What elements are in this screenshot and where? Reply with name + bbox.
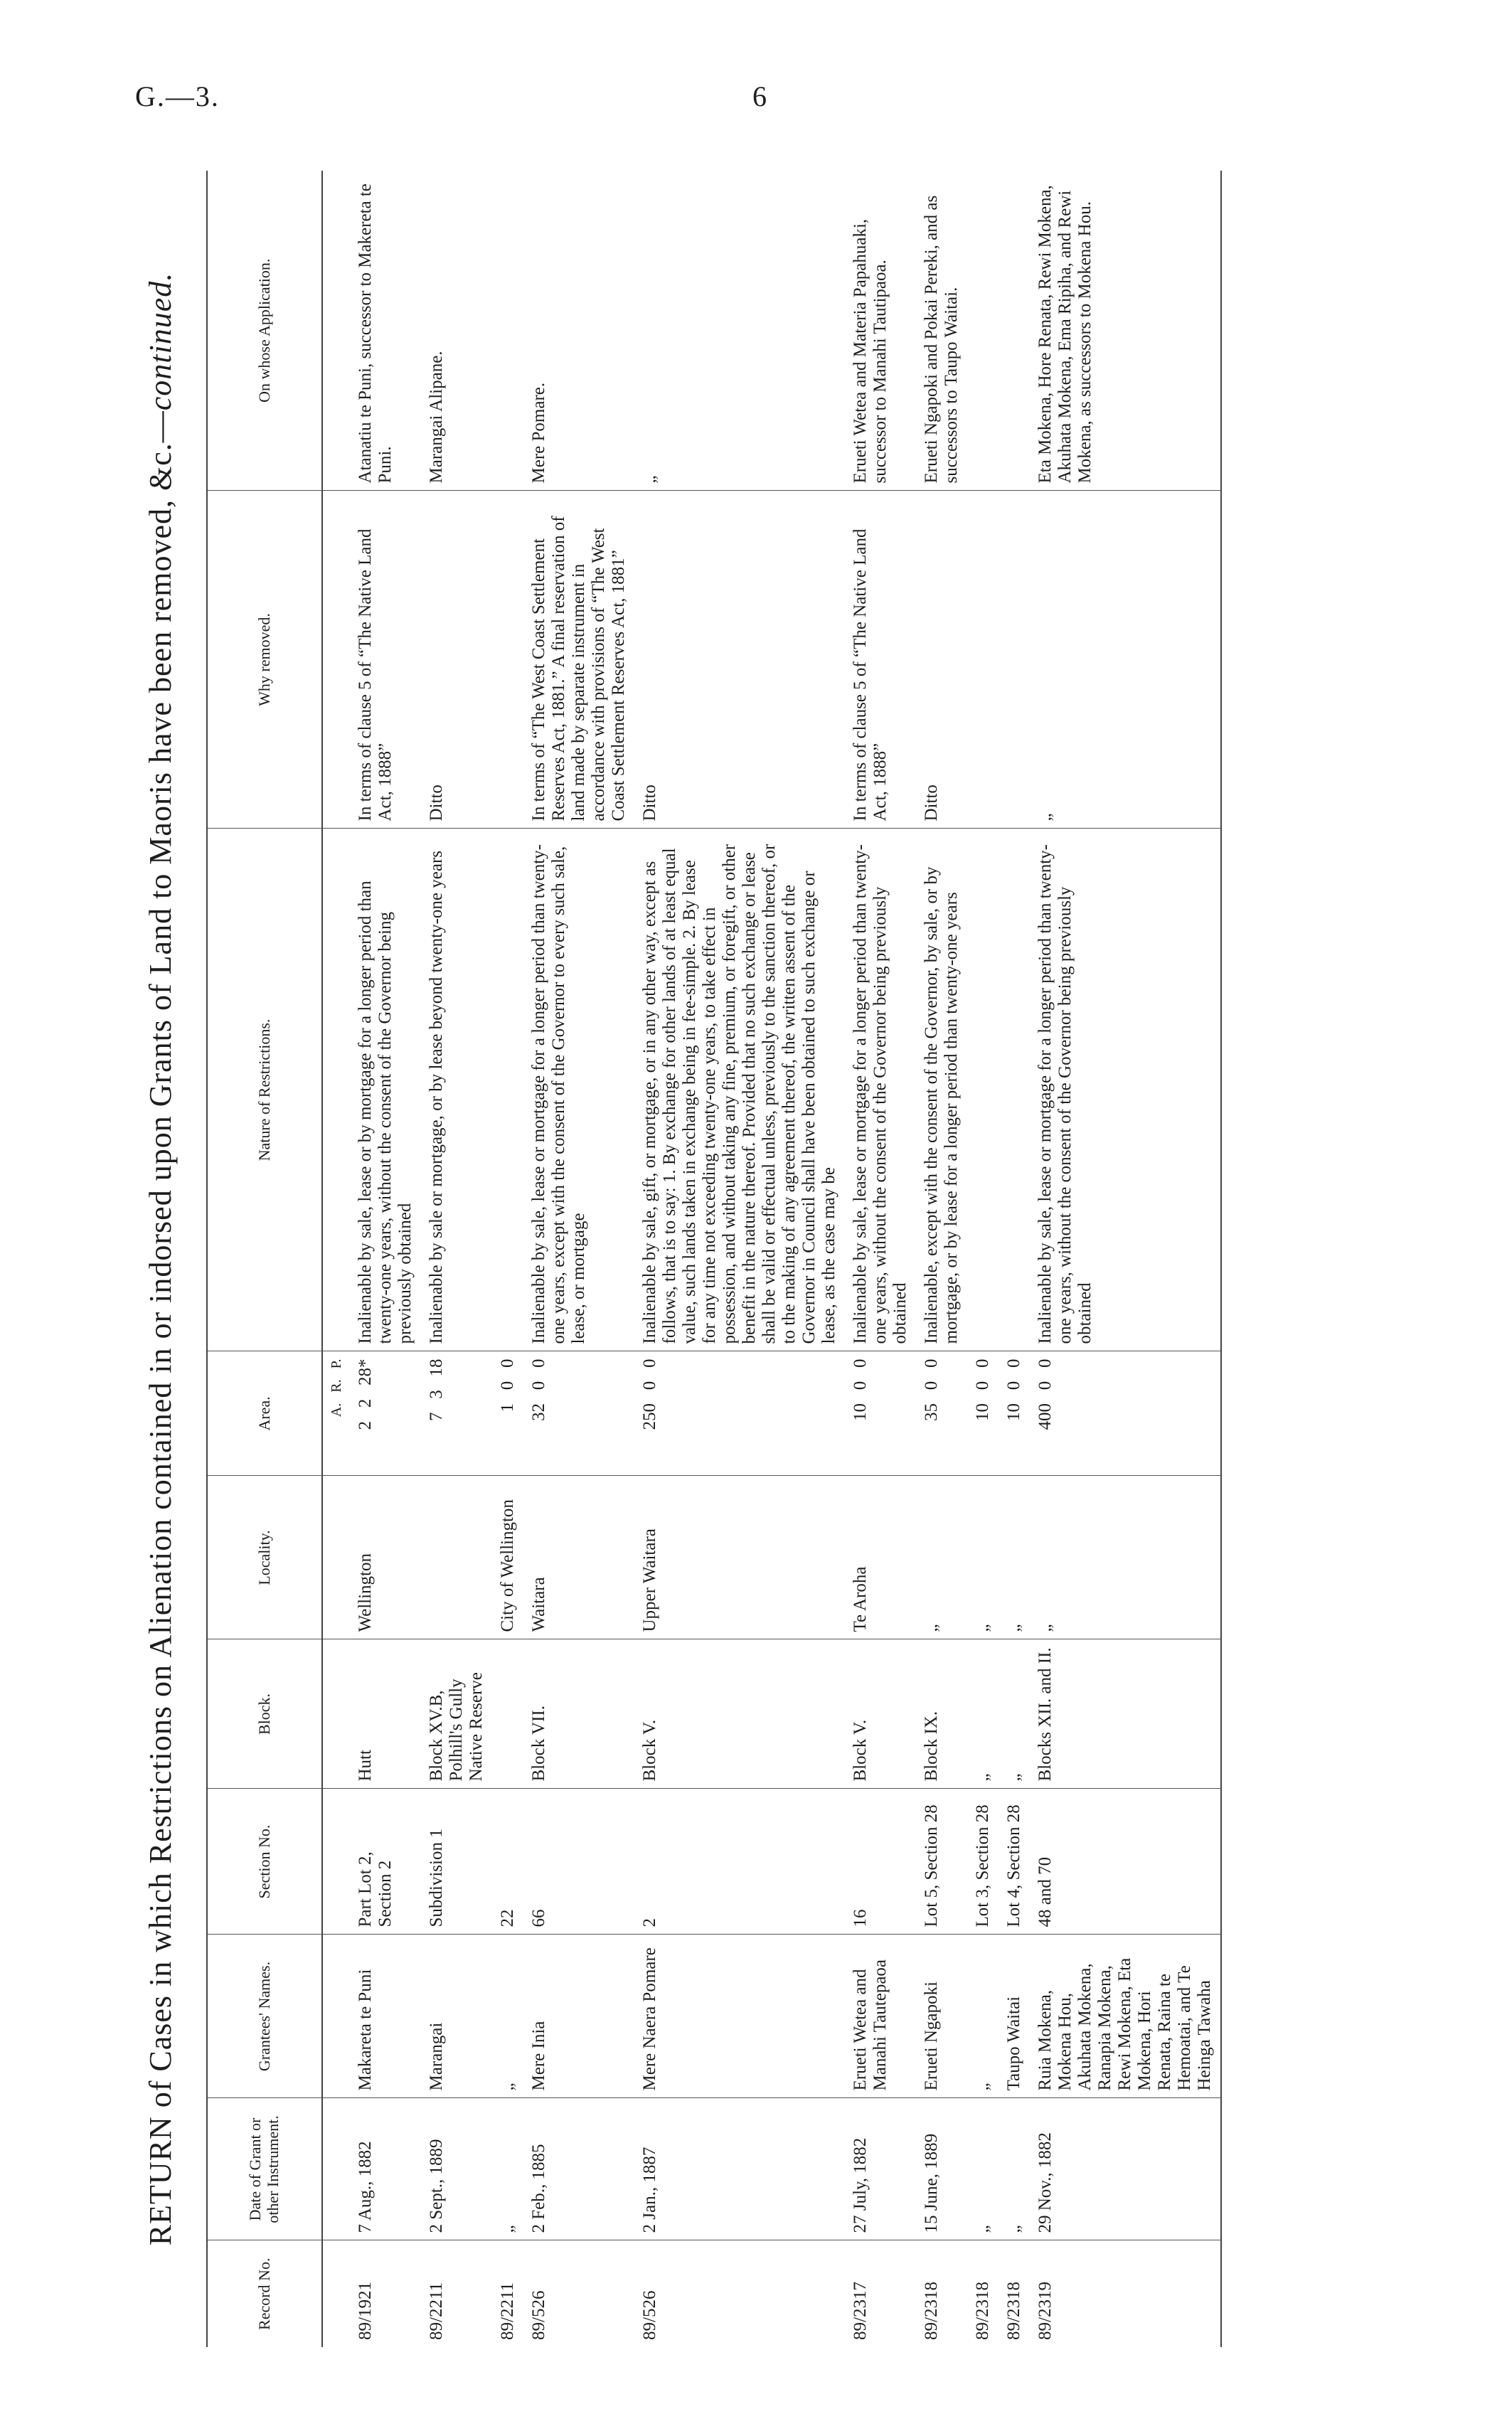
cell-block — [492, 1639, 523, 1789]
cell-applicant — [967, 171, 999, 491]
cell-locality: Upper Waitara — [634, 1476, 845, 1639]
cell-block: Block IX. — [916, 1639, 967, 1789]
cell-record-no: 89/526 — [640, 2290, 660, 2340]
cell-block: Blocks XII. and II. — [1030, 1639, 1221, 1789]
cell-nature-of-restrictions: Inalienable by sale, lease or mortgage for a longer period than twenty-one years, without the consent of the Governor being previously obtained — [845, 829, 916, 1351]
table-row — [421, 171, 492, 2347]
cell-grantee-names: Erueti Ngapoki — [916, 1935, 967, 2098]
cell-area: 7 3 18 — [421, 1351, 492, 1476]
cell-nature-of-restrictions: Inalienable by sale, lease or mortgage for a longer period than twenty-one years, without the consent of the Governor being previously obtained — [1030, 829, 1221, 1351]
cell-applicant: Marangai Alipane. — [421, 171, 492, 491]
cell-grantee-names: Erueti Wetea and Manahi Tautepaoa — [845, 1935, 916, 2098]
cell-why-removed — [999, 491, 1030, 829]
cell-grantee-names: „ — [967, 1935, 999, 2098]
cell-grantee-names: Marangai — [421, 1935, 492, 2098]
table-title — [142, 171, 179, 2347]
col-header-section: Section No. — [207, 1789, 322, 1935]
cell-applicant: Mere Pomare. — [523, 171, 634, 491]
cell-record-no: 89/2318 — [922, 2282, 942, 2340]
cell-block: Block VII. — [523, 1639, 634, 1789]
cell-section-no: Part Lot 2, Section 2 — [350, 1789, 421, 1935]
cell-locality: Te Aroha — [845, 1476, 916, 1639]
cell-area: 2 2 28* — [350, 1351, 421, 1476]
col-header-applicant: On whose Application. — [207, 171, 322, 491]
col-header-date: Date of Grant or other Instrument. — [207, 2098, 322, 2240]
page-series-code: G.—3. — [135, 80, 220, 112]
cell-grant-date: 2 Jan., 1887 — [634, 2098, 845, 2240]
cell-applicant — [492, 171, 523, 491]
cell-locality: City of Wellington — [492, 1476, 523, 1639]
cell-grant-date: „ — [967, 2098, 999, 2240]
col-header-why: Why removed. — [207, 491, 322, 829]
cell-why-removed: Ditto — [634, 491, 845, 829]
cell-grant-date: 7 Aug., 1882 — [350, 2098, 421, 2240]
cell-grant-date: 2 Sept., 1889 — [421, 2098, 492, 2240]
cell-area: 400 0 0 — [1030, 1351, 1221, 1476]
cell-nature-of-restrictions: Inalienable by sale or mortgage, or by lease beyond twenty-one years — [421, 829, 492, 1351]
cell-area: 10 0 0 — [845, 1351, 916, 1476]
cell-section-no: 2 — [634, 1789, 845, 1935]
col-header-grantees: Grantees' Names. — [207, 1935, 322, 2098]
table-row — [350, 171, 421, 2347]
cell-why-removed — [967, 491, 999, 829]
cell-record-no: 89/2318 — [973, 2282, 993, 2340]
header-row — [207, 171, 322, 2347]
cell-locality: „ — [967, 1476, 999, 1639]
cell-why-removed: Ditto — [916, 491, 967, 829]
cell-grant-date: 29 Nov., 1882 — [1030, 2098, 1221, 2240]
cell-block: Block V. — [634, 1639, 845, 1789]
table-row — [492, 171, 523, 2347]
table-row — [1030, 171, 1221, 2347]
cell-record-no: 89/2317 — [851, 2282, 871, 2340]
page-number: 6 — [752, 80, 767, 112]
cell-section-no: 48 and 70 — [1030, 1789, 1221, 1935]
cell-block: „ — [999, 1639, 1030, 1789]
cell-block: Hutt — [350, 1639, 421, 1789]
cell-area: 10 0 0 — [999, 1351, 1030, 1476]
cell-grant-date: „ — [999, 2098, 1030, 2240]
cell-section-no: 66 — [523, 1789, 634, 1935]
table-row — [999, 171, 1030, 2347]
table-row — [634, 171, 845, 2347]
cell-applicant: Erueti Wetea and Materia Papahuaki, successor to Manahi Tautipaoa. — [845, 171, 916, 491]
table-title-main: RETURN of Cases in which Restrictions on Alienation contained in or indorsed upon Grants of Land to Maoris have been removed, &c.— — [143, 410, 178, 2246]
cell-area: 250 0 0 — [634, 1351, 845, 1476]
cell-applicant: Atanatiu te Puni, successor to Makereta te Puni. — [350, 171, 421, 491]
cell-area: 1 0 0 — [492, 1351, 523, 1476]
cell-locality: „ — [1030, 1476, 1221, 1639]
cell-record-no: 89/2318 — [1004, 2282, 1024, 2340]
cell-nature-of-restrictions: Inalienable, except with the consent of the Governor, by sale, or by mortgage, or by lease for a longer period than twenty-one years — [916, 829, 967, 1351]
cell-record-no: 89/1921 — [356, 2282, 376, 2340]
cell-applicant: Erueti Ngapoki and Pokai Pereki, and as successors to Taupo Waitai. — [916, 171, 967, 491]
cell-nature-of-restrictions: Inalienable by sale, lease or mortgage for a longer period than twenty-one years, except with the consent of the Governor to every such sale, lease, or mortgage — [523, 829, 634, 1351]
cell-why-removed: In terms of clause 5 of “The Native Land Act, 1888” — [350, 491, 421, 829]
cell-section-no: Lot 5, Section 28 — [916, 1789, 967, 1935]
cell-section-no: Lot 3, Section 28 — [967, 1789, 999, 1935]
cell-area: 10 0 0 — [967, 1351, 999, 1476]
table-row — [967, 171, 999, 2347]
cell-grantee-names: Makareta te Puni — [350, 1935, 421, 2098]
table-title-continued: continued. — [143, 272, 178, 411]
cell-grantee-names: „ — [492, 1935, 523, 2098]
cell-record-no: 89/526 — [529, 2290, 549, 2340]
cell-grant-date: „ — [492, 2098, 523, 2240]
col-header-nature: Nature of Restrictions. — [207, 829, 322, 1351]
cell-area: 35 0 0 — [916, 1351, 967, 1476]
cell-grantee-names: Taupo Waitai — [999, 1935, 1030, 2098]
cell-nature-of-restrictions: Inalienable by sale, lease or by mortgage for a longer period than twenty-one years, without the consent of the Governor being previously obtained — [350, 829, 421, 1351]
cell-nature-of-restrictions — [967, 829, 999, 1351]
cell-why-removed: „ — [1030, 491, 1221, 829]
cell-section-no: 16 — [845, 1789, 916, 1935]
cell-why-removed: In terms of “The West Coast Settlement Reserves Act, 1881.” A final reservation of land made by separate instrument in accordance with provisions of “The West Coast Settlement Reserves Act, 1881” — [523, 491, 634, 829]
cell-section-no: Lot 4, Section 28 — [999, 1789, 1030, 1935]
table-row — [845, 171, 916, 2347]
cell-block: „ — [967, 1639, 999, 1789]
table-row — [523, 171, 634, 2347]
cell-block: Block XV.B, Polhill's Gully Native Reserve — [421, 1639, 492, 1789]
return-table — [206, 171, 1222, 2347]
col-header-block: Block. — [207, 1639, 322, 1789]
cell-record-no: 89/2211 — [498, 2282, 518, 2340]
cell-grant-date: 15 June, 1889 — [916, 2098, 967, 2240]
table-row — [916, 171, 967, 2347]
cell-why-removed: Ditto — [421, 491, 492, 829]
cell-section-no: Subdivision 1 — [421, 1789, 492, 1935]
cell-applicant — [999, 171, 1030, 491]
cell-grantee-names: Mere Inia — [523, 1935, 634, 2098]
cell-grant-date: 27 July, 1882 — [845, 2098, 916, 2240]
cell-grantee-names: Ruia Mokena, Mokena Hou, Akuhata Mokena, Ranapia Mokena, Rewi Mokena, Eta Mokena, Hori Renata, Raina te Hemoatai, and Te Heinga Tawaha — [1030, 1935, 1221, 2098]
cell-nature-of-restrictions: Inalienable by sale, gift, or mortgage, or in any other way, except as follows, that is to say: 1. By exchange for other lands of at least equal value, such lands taken in exchange being in fee-simple. 2. By lease for any time not exceeding twenty-one years, to take effect in possession, and without taking any fine, premium, or foregift, or other benefit in the nature thereof. Provided that no such exchange or lease shall be valid or effectual unless, previously to the sanction thereof, or to the making of any agreement thereof, the written assent of the Governor in Council shall have been obtained to such exchange or lease, as the case may be — [634, 829, 845, 1351]
cell-applicant: Eta Mokena, Hore Renata, Rewi Mokena, Akuhata Mokena, Ema Ripiha, and Rewi Mokena, as successors to Mokena Hou. — [1030, 171, 1221, 491]
area-units: A. R. P. — [322, 1351, 350, 1476]
cell-why-removed: In terms of clause 5 of “The Native Land Act, 1888” — [845, 491, 916, 829]
cell-record-no: 89/2319 — [1030, 2240, 1221, 2347]
cell-why-removed — [492, 491, 523, 829]
col-header-record: Record No. — [207, 2240, 322, 2347]
col-header-area: Area. — [207, 1351, 322, 1476]
cell-locality: „ — [999, 1476, 1030, 1639]
cell-section-no: 22 — [492, 1789, 523, 1935]
cell-nature-of-restrictions — [999, 829, 1030, 1351]
cell-applicant: „ — [634, 171, 845, 491]
cell-locality — [421, 1476, 492, 1639]
cell-nature-of-restrictions — [492, 829, 523, 1351]
col-header-locality: Locality. — [207, 1476, 322, 1639]
cell-locality: Waitara — [523, 1476, 634, 1639]
cell-block: Block V. — [845, 1639, 916, 1789]
cell-grantee-names: Mere Naera Pomare — [634, 1935, 845, 2098]
cell-locality: „ — [916, 1476, 967, 1639]
cell-record-no: 89/2211 — [427, 2282, 447, 2340]
area-units-row — [322, 171, 350, 2347]
cell-locality: Wellington — [350, 1476, 421, 1639]
cell-grant-date: 2 Feb., 1885 — [523, 2098, 634, 2240]
cell-area: 32 0 0 — [523, 1351, 634, 1476]
rotated-return-table — [128, 171, 1394, 2347]
